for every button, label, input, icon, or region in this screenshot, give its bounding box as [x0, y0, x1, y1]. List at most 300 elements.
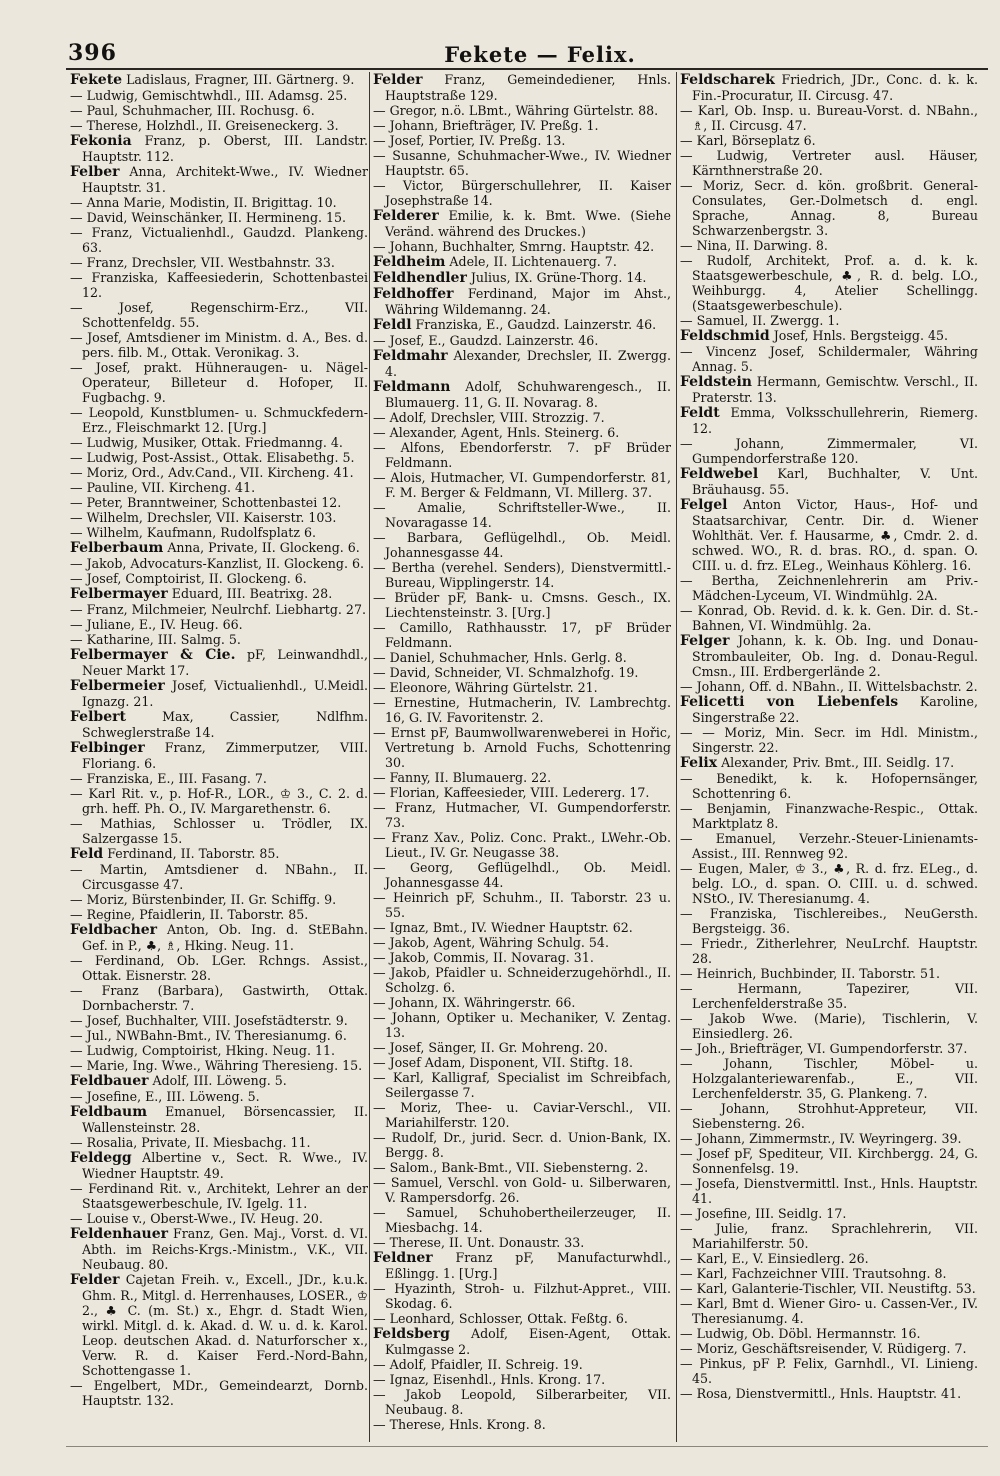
entry-text: — Rudolf, Dr., jurid. Secr. d. Union-Bank, IX. Bergg. 8.: [373, 1130, 671, 1160]
entry-text: Albertine v., Sect. R. Wwe., IV. Wiedner Hauptstr. 49.: [82, 1150, 368, 1181]
directory-entry: [680, 906, 978, 936]
directory-entry: [680, 1146, 978, 1176]
directory-entry: [373, 1387, 671, 1417]
entry-text: — Barbara, Geflügelhdl., Ob. Meidl. Johannesgasse 44.: [373, 530, 671, 560]
entry-text: — Karl, Börseplatz 6.: [680, 133, 816, 148]
entry-text: — Anna Marie, Modistin, II. Brigittag. 10.: [70, 195, 337, 210]
directory-entry: [373, 333, 671, 348]
entry-surname: Feldstein: [680, 374, 752, 390]
directory-entry: [680, 1251, 978, 1266]
entry-surname: Felgel: [680, 497, 728, 513]
entry-text: — Emanuel, Verzehr.-Steuer-Linienamts-Assist., III. Rennweg 92.: [680, 831, 978, 861]
entry-text: — Bertha (verehel. Senders), Dienstvermittl.-Bureau, Wipplingerstr. 14.: [373, 560, 671, 590]
directory-entry: [373, 410, 671, 425]
directory-entry: [70, 405, 368, 435]
entry-text: — Moriz, Secr. d. kön. großbrit. General-Consulates, Ger.-Dolmetsch d. engl. Sprache, Annag. 8, Bureau Schwarzenbergstr. 3.: [680, 178, 978, 238]
entry-text: — Regine, Pfaidlerin, II. Taborstr. 85.: [70, 907, 309, 922]
column-middle: [373, 72, 671, 1442]
directory-entry: [70, 72, 368, 88]
entry-surname: Feldt: [680, 405, 720, 421]
directory-entry: [373, 725, 671, 770]
directory-entry: [373, 1130, 671, 1160]
entry-text: Anna, Private, II. Glockeng. 6.: [163, 540, 360, 555]
entry-text: Emanuel, Börsencassier, II. Wallensteinstr. 28.: [82, 1104, 368, 1135]
entry-text: Friedrich, JDr., Conc. d. k. k. Fin.-Procuratur, II. Circusg. 47.: [692, 72, 978, 103]
entry-text: Franz, Gen. Maj., Vorst. d. VI. Abth. im Reichs-Krgs.-Ministm., V.K., VII. Neubaug. 80.: [82, 1226, 368, 1272]
directory-entry: [70, 164, 368, 195]
directory-entry: [680, 679, 978, 694]
entry-surname: Felbermeier: [70, 678, 165, 694]
entry-text: — Ludwig, Post-Assist., Ottak. Elisabethg. 5.: [70, 450, 355, 465]
entry-text: — Camillo, Rathhausstr. 17, pF Brüder Feldmann.: [373, 620, 671, 650]
directory-entry: [70, 1226, 368, 1272]
directory-entry: [373, 470, 671, 500]
entry-text: — Leonhard, Schlosser, Ottak. Feßtg. 6.: [373, 1311, 628, 1326]
directory-entry: [373, 1326, 671, 1357]
entry-surname: Feldmann: [373, 379, 451, 395]
directory-entry: [680, 497, 978, 573]
entry-text: — Mathias, Schlosser u. Trödler, IX. Salzergasse 15.: [70, 816, 368, 846]
directory-entry: [70, 647, 368, 678]
entry-text: — Franziska, Kaffeesiederin, Schottenbastei 12.: [70, 270, 368, 300]
directory-entry: [70, 225, 368, 255]
entry-surname: Feldheim: [373, 254, 446, 270]
entry-text: Franz, Zimmerputzer, VIII. Floriang. 6.: [82, 740, 368, 771]
entry-surname: Felberbaum: [70, 540, 164, 556]
entry-text: — Julie, franz. Sprachlehrerin, VII. Mariahilferstr. 50.: [680, 1221, 978, 1251]
directory-entry: [373, 348, 671, 379]
entry-text: — Samuel, II. Zwergg. 1.: [680, 313, 840, 328]
entry-text: — Salom., Bank-Bmt., VII. Siebensterng. 2.: [373, 1160, 649, 1175]
entry-surname: Felderer: [373, 208, 439, 224]
entry-text: Alexander, Priv. Bmt., III. Seidlg. 17.: [717, 755, 955, 770]
directory-entry: [373, 103, 671, 118]
entry-text: — Paul, Schuhmacher, III. Rochusg. 6.: [70, 103, 315, 118]
directory-entry: [373, 425, 671, 440]
directory-entry: [70, 586, 368, 602]
entry-surname: Feldbaum: [70, 1104, 148, 1120]
directory-entry: [70, 1272, 368, 1378]
directory-entry: [70, 816, 368, 846]
entry-surname: Feldschmid: [680, 328, 770, 344]
directory-entry: [373, 695, 671, 725]
entry-text: Franziska, E., Gaudzd. Lainzerstr. 46.: [411, 317, 657, 332]
directory-entry: [70, 1013, 368, 1028]
entry-surname: Felicetti von Liebenfels: [680, 694, 899, 710]
directory-entry: [373, 1160, 671, 1175]
directory-entry: [70, 510, 368, 525]
directory-entry: [70, 465, 368, 480]
entry-text: — Alfons, Ebendorferstr. 7. pF Brüder Feldmann.: [373, 440, 671, 470]
directory-entry: [373, 1070, 671, 1100]
directory-entry: [70, 435, 368, 450]
entry-text: — Josefine, III. Seidlg. 17.: [680, 1206, 847, 1221]
entry-surname: Felix: [680, 755, 718, 771]
entry-text: — Jakob, Commis, II. Novarag. 31.: [373, 950, 594, 965]
directory-entry: [70, 1089, 368, 1104]
directory-entry: [680, 344, 978, 374]
directory-entry: [373, 860, 671, 890]
directory-entry: [680, 1206, 978, 1221]
entry-text: — Johann, Zimmermaler, VI. Gumpendorferstraße 120.: [680, 436, 978, 466]
entry-surname: Feldscharek: [680, 72, 775, 88]
entry-text: — Josef, Amtsdiener im Ministm. d. A., Bes. d. pers. filb. M., Ottak. Veronikag. 3.: [70, 330, 368, 360]
entry-surname: Feldenhauer: [70, 1226, 168, 1242]
directory-entry: [373, 590, 671, 620]
entry-text: — Jakob Wwe. (Marie), Tischlerin, V. Einsiedlerg. 26.: [680, 1011, 978, 1041]
entry-text: — Ernestine, Hutmacherin, IV. Lambrechtg. 16, G. IV. Favoritenstr. 2.: [373, 695, 671, 725]
directory-entry: [680, 374, 978, 405]
column-divider: [369, 72, 370, 1442]
entry-text: Ferdinand, Major im Ahst., Währing Wildemanng. 24.: [385, 286, 671, 317]
entry-text: — Josef, Comptoirist, II. Glockeng. 6.: [70, 571, 307, 586]
directory-entry: [680, 936, 978, 966]
entry-surname: Felder: [373, 72, 423, 88]
directory-entry: [373, 770, 671, 785]
directory-entry: [70, 210, 368, 225]
directory-entry: [70, 771, 368, 786]
directory-entry: [70, 862, 368, 892]
entry-text: Adolf, Eisen-Agent, Ottak. Kulmgasse 2.: [385, 1326, 671, 1357]
entry-text: — Engelbert, MDr., Gemeindearzt, Dornb. Hauptstr. 132.: [70, 1378, 368, 1408]
entry-text: — Johann, Briefträger, IV. Preßg. 1.: [373, 118, 599, 133]
entry-surname: Felber: [70, 164, 120, 180]
directory-entry: [680, 1356, 978, 1386]
entry-text: Cajetan Freih. v., Excell., JDr., k.u.k. Ghm. R., Mitgl. d. Herrenhauses, LOSER., ♔ 2., ♣ C. (m. St.) x., Ehgr. d. Stadt Wien, wirkl. Mitgl. d. k. Akad. d. W. u. d. k. Karol. Leop. deutschen Akad. d. Naturforscher x., Verw. R. d. Kaiser Ferd.-Nord-Bahn, Schottengasse 1.: [82, 1272, 368, 1378]
directory-entry: [373, 1100, 671, 1130]
entry-text: — Therese, Holzhdl., II. Greiseneckerg. 3.: [70, 118, 339, 133]
entry-text: — Josef, Buchhalter, VIII. Josefstädterstr. 9.: [70, 1013, 348, 1028]
entry-text: Emilie, k. k. Bmt. Wwe. (Siehe Veränd. während des Druckes.): [385, 208, 671, 239]
directory-entry: [373, 440, 671, 470]
entry-text: — Karl, E., V. Einsiedlerg. 26.: [680, 1251, 869, 1266]
entry-text: — Pinkus, pF P. Felix, Garnhdl., VI. Linieng. 45.: [680, 1356, 978, 1386]
entry-text: — David, Schneider, VI. Schmalzhofg. 19.: [373, 665, 639, 680]
directory-entry: [373, 1010, 671, 1040]
directory-entry: [680, 573, 978, 603]
entry-text: — Brüder pF, Bank- u. Cmsns. Gesch., IX. Liechtensteinstr. 3. [Urg.]: [373, 590, 671, 620]
directory-entry: [373, 178, 671, 208]
directory-entry: [373, 1055, 671, 1070]
entry-text: — Karl, Kalligraf, Specialist im Schreibfach, Seilergasse 7.: [373, 1070, 671, 1100]
page-number: 396: [68, 40, 117, 66]
entry-text: — Ferdinand Rit. v., Architekt, Lehrer an der Staatsgewerbeschule, IV. Igelg. 11.: [70, 1181, 368, 1211]
directory-entry: [70, 118, 368, 133]
directory-entry: [70, 1043, 368, 1058]
entry-surname: Fekete: [70, 72, 123, 88]
entry-text: Anna, Architekt-Wwe., IV. Wiedner Hauptstr. 31.: [82, 164, 368, 195]
entry-text: — Victor, Bürgerschullehrer, II. Kaiser Josephstraße 14.: [373, 178, 671, 208]
directory-entry: [680, 1056, 978, 1101]
directory-entry: [680, 103, 978, 133]
entry-surname: Felbert: [70, 709, 126, 725]
directory-entry: [70, 892, 368, 907]
directory-entry: [373, 1175, 671, 1205]
directory-entry: [680, 1041, 978, 1056]
directory-entry: [680, 981, 978, 1011]
entry-text: Hermann, Gemischtw. Verschl., II. Praterstr. 13.: [692, 374, 978, 405]
entry-surname: Fekonia: [70, 133, 132, 149]
entry-text: — Moriz, Thee- u. Caviar-Verschl., VII. Mariahilferstr. 120.: [373, 1100, 671, 1130]
entry-text: — Ignaz, Bmt., IV. Wiedner Hauptstr. 62.: [373, 920, 633, 935]
entry-text: — Karl, Fachzeichner VIII. Trautsohng. 8.: [680, 1266, 947, 1281]
entry-surname: Felger: [680, 633, 730, 649]
entry-text: — Josef pF, Spediteur, VII. Kirchbergg. 24, G. Sonnenfelsg. 19.: [680, 1146, 978, 1176]
directory-entry: [70, 1104, 368, 1135]
directory-entry: [373, 1417, 671, 1432]
directory-entry: [373, 133, 671, 148]
directory-entry: [70, 103, 368, 118]
entry-text: — Konrad, Ob. Revid. d. k. k. Gen. Dir. d. St.-Bahnen, VI. Windmühlg. 2a.: [680, 603, 978, 633]
directory-entry: [680, 238, 978, 253]
entry-text: — Josef Adam, Disponent, VII. Stiftg. 18.: [373, 1055, 633, 1070]
directory-entry: [70, 88, 368, 103]
directory-entry: [70, 195, 368, 210]
entry-surname: Feldhendler: [373, 270, 467, 286]
directory-entry: [70, 571, 368, 586]
entry-text: — Vincenz Josef, Schildermaler, Währing Annag. 5.: [680, 344, 978, 374]
directory-entry: [373, 950, 671, 965]
entry-text: — Marie, Ing. Wwe., Währing Theresieng. 15.: [70, 1058, 363, 1073]
directory-entry: [70, 450, 368, 465]
entry-surname: Feldbauer: [70, 1073, 149, 1089]
entry-text: — Louise v., Oberst-Wwe., IV. Heug. 20.: [70, 1211, 323, 1226]
directory-entry: [373, 1235, 671, 1250]
column-right: [680, 72, 978, 1442]
entry-surname: Feldmahr: [373, 348, 448, 364]
directory-entry: [680, 603, 978, 633]
directory-entry: [70, 922, 368, 953]
directory-entry: [70, 709, 368, 740]
entry-text: Julius, IX. Grüne-Thorg. 14.: [466, 270, 647, 285]
directory-entry: [70, 330, 368, 360]
entry-surname: Feldwebel: [680, 466, 759, 482]
entry-text: — Gregor, n.ö. LBmt., Währing Gürtelstr. 88.: [373, 103, 659, 118]
directory-entry: [680, 1131, 978, 1146]
directory-entry: [680, 755, 978, 771]
entry-text: Johann, k. k. Ob. Ing. und Donau-Strombauleiter, Ob. Ing. d. Donau-Regul. Cmsn., III. Erdbergerlände 2.: [692, 633, 978, 679]
entry-text: Anton Victor, Haus-, Hof- und Staatsarchivar, Centr. Dir. d. Wiener Wohlthät. Ver. f. Hausarme, ♣, Cmdr. 2. d. schwed. WO., R. d. bras. RO., d. span. O. CIII. u. d. frz. ELeg., Weinhaus Köhlerg. 16.: [692, 497, 978, 573]
entry-text: — Franz, Victualienhdl., Gaudzd. Plankeng. 63.: [70, 225, 368, 255]
entry-text: — Heinrich, Buchbinder, II. Taborstr. 51.: [680, 966, 941, 981]
running-title: Fekete — Felix.: [444, 42, 636, 67]
directory-entry: [680, 72, 978, 103]
entry-text: — Johann, IX. Währingerstr. 66.: [373, 995, 576, 1010]
directory-entry: [680, 771, 978, 801]
entry-text: — Joh., Briefträger, VI. Gumpendorferstr. 37.: [680, 1041, 968, 1056]
entry-surname: Feldhoffer: [373, 286, 454, 302]
directory-entry: [373, 118, 671, 133]
entry-text: — Johann, Optiker u. Mechaniker, V. Zentag. 13.: [373, 1010, 671, 1040]
entry-text: — Ludwig, Ob. Döbl. Hermannstr. 16.: [680, 1326, 921, 1341]
directory-entry: [70, 907, 368, 922]
directory-entry: [70, 846, 368, 862]
directory-entry: [70, 1058, 368, 1073]
directory-entry: [70, 632, 368, 647]
directory-entry: [373, 995, 671, 1010]
entry-text: — Alois, Hutmacher, VI. Gumpendorferstr. 81, F. M. Berger & Feldmann, VI. Millerg. 37.: [373, 470, 671, 500]
directory-entry: [70, 255, 368, 270]
entry-text: — Josef, E., Gaudzd. Lainzerstr. 46.: [373, 333, 599, 348]
entry-text: — Jakob, Agent, Währing Schulg. 54.: [373, 935, 609, 950]
entry-text: Franz, p. Oberst, III. Landstr. Hauptstr. 112.: [82, 133, 368, 164]
entry-text: Anton, Ob. Ing. d. StEBahn. Gef. in P., ♣, ♗, Hking. Neug. 11.: [82, 922, 368, 953]
directory-entry: [373, 1205, 671, 1235]
entry-text: — Nina, II. Darwing. 8.: [680, 238, 828, 253]
directory-entry: [680, 861, 978, 906]
directory-entry: [373, 830, 671, 860]
entry-text: — David, Weinschänker, II. Hermineng. 15.: [70, 210, 347, 225]
entry-text: — Jakob, Pfaidler u. Schneiderzugehörhdl., II. Scholzg. 6.: [373, 965, 671, 995]
directory-entry: [373, 317, 671, 333]
directory-entry: [680, 633, 978, 679]
directory-entry: [70, 953, 368, 983]
entry-text: — Johann, Off. d. NBahn., II. Wittelsbachstr. 2.: [680, 679, 978, 694]
directory-entry: [70, 1181, 368, 1211]
entry-text: Adele, II. Lichtenauerg. 7.: [445, 254, 617, 269]
directory-entry: [680, 253, 978, 313]
directory-entry: [680, 966, 978, 981]
entry-text: Emma, Volksschullehrerin, Riemerg. 12.: [692, 405, 978, 436]
directory-entry: [680, 725, 978, 755]
entry-text: — Martin, Amtsdiener d. NBahn., II. Circusgasse 47.: [70, 862, 368, 892]
directory-entry: [373, 1040, 671, 1055]
entry-text: — Samuel, Schuhobertheilerzeuger, II. Miesbachg. 14.: [373, 1205, 671, 1235]
entry-text: Karl, Buchhalter, V. Unt. Bräuhausg. 55.: [692, 466, 978, 497]
entry-text: — Rudolf, Architekt, Prof. a. d. k. k. Staatsgewerbeschule, ♣, R. d. belg. LO., Weihburgg. 4, Atelier Schellingg. (Staatsgewerbeschule).: [680, 253, 978, 313]
entry-text: — Karl, Galanterie-Tischler, VII. Neustiftg. 53.: [680, 1281, 976, 1296]
page-bottom-edge: [66, 1446, 988, 1447]
directory-entry: [680, 1296, 978, 1326]
directory-entry: [680, 466, 978, 497]
entry-text: Karoline, Singerstraße 22.: [692, 694, 978, 725]
entry-text: — Johann, Tischler, Möbel- u. Holzgalanteriewarenfab., E., VII. Lerchenfelderstr. 35, G. Plankeng. 7.: [680, 1056, 978, 1101]
directory-entry: [70, 480, 368, 495]
entry-text: — Ludwig, Gemischtwhdl., III. Adamsg. 25.: [70, 88, 348, 103]
entry-text: — Josef, Portier, IV. Preßg. 13.: [373, 133, 566, 148]
entry-text: — Daniel, Schuhmacher, Hnls. Gerlg. 8.: [373, 650, 627, 665]
directory-entry: [373, 560, 671, 590]
directory-entry: [373, 665, 671, 680]
directory-entry: [70, 1135, 368, 1150]
entry-text: — Karl, Bmt d. Wiener Giro- u. Cassen-Ver., IV. Theresianumg. 4.: [680, 1296, 978, 1326]
directory-entry: [70, 495, 368, 510]
entry-text: — Samuel, Verschl. von Gold- u. Silberwaren, V. Rampersdorfg. 26.: [373, 1175, 671, 1205]
entry-surname: Feld: [70, 846, 104, 862]
entry-text: — Rosalia, Private, II. Miesbachg. 11.: [70, 1135, 311, 1150]
entry-text: — Ernst pF, Baumwollwarenweberei in Hořic, Vertretung b. Arnold Fuchs, Schottenring 30.: [373, 725, 671, 770]
directory-entry: [373, 1357, 671, 1372]
entry-surname: Felbermayer: [70, 586, 168, 602]
directory-entry: [70, 786, 368, 816]
entry-text: — Benjamin, Finanzwache-Respic., Ottak. Marktplatz 8.: [680, 801, 978, 831]
directory-entry: [373, 650, 671, 665]
entry-text: — Josef, Regenschirm-Erz., VII. Schottenfeldg. 55.: [70, 300, 368, 330]
entry-text: — Franziska, Tischlereibes., NeuGersth. Bergsteigg. 36.: [680, 906, 978, 936]
entry-text: Adolf, Schuhwarengesch., II. Blumauerg. 11, G. II. Novarag. 8.: [385, 379, 671, 410]
entry-text: — Pauline, VII. Kircheng. 41.: [70, 480, 256, 495]
entry-text: — Franz, Drechsler, VII. Westbahnstr. 33.: [70, 255, 335, 270]
entry-text: Josef, Hnls. Bergsteigg. 45.: [769, 328, 949, 343]
entry-text: — Ludwig, Comptoirist, Hking. Neug. 11.: [70, 1043, 335, 1058]
entry-text: — Bertha, Zeichnenlehrerin am Priv.-Mädchen-Lyceum, VI. Windmühlg. 2A.: [680, 573, 978, 603]
entry-surname: Feldner: [373, 1250, 433, 1266]
directory-entry: [70, 300, 368, 330]
entry-surname: Felbinger: [70, 740, 145, 756]
directory-entry: [70, 360, 368, 405]
entry-text: — Jul., NWBahn-Bmt., IV. Theresianumg. 6.: [70, 1028, 347, 1043]
entry-text: Franz, Gemeindediener, Hnls. Hauptstraße 129.: [385, 72, 671, 103]
directory-entry: [680, 831, 978, 861]
entry-text: — Alexander, Agent, Hnls. Steinerg. 6.: [373, 425, 620, 440]
entry-text: Ferdinand, II. Taborstr. 85.: [103, 846, 280, 861]
entry-surname: Felder: [70, 1272, 120, 1288]
entry-text: — Florian, Kaffeesieder, VIII. Ledererg. 17.: [373, 785, 650, 800]
entry-text: — Wilhelm, Drechsler, VII. Kaiserstr. 103.: [70, 510, 337, 525]
directory-entry: [373, 500, 671, 530]
directory-entry: [680, 436, 978, 466]
directory-entry: [70, 540, 368, 556]
directory-entry: [680, 313, 978, 328]
directory-entry: [373, 890, 671, 920]
directory-entry: [680, 405, 978, 436]
entry-text: — Franz (Barbara), Gastwirth, Ottak. Dornbacherstr. 7.: [70, 983, 368, 1013]
entry-text: — Ludwig, Musiker, Ottak. Friedmanng. 4.: [70, 435, 343, 450]
entry-surname: Felbermayer & Cie.: [70, 647, 236, 663]
directory-entry: [680, 133, 978, 148]
directory-entry: [680, 148, 978, 178]
entry-text: — Therese, II. Unt. Donaustr. 33.: [373, 1235, 585, 1250]
directory-entry: [680, 1341, 978, 1356]
directory-entry: [70, 525, 368, 540]
entry-text: Franz pF, Manufacturwhdl., Eßlingg. 1. [Urg.]: [385, 1250, 671, 1281]
entry-text: — Ignaz, Eisenhdl., Hnls. Krong. 17.: [373, 1372, 606, 1387]
entry-text: pF, Leinwandhdl., Neuer Markt 17.: [82, 647, 368, 678]
entry-text: — Therese, Hnls. Krong. 8.: [373, 1417, 546, 1432]
entry-text: Adolf, III. Löweng. 5.: [148, 1073, 287, 1088]
entry-text: — Johann, Zimmermstr., IV. Weyringerg. 39.: [680, 1131, 962, 1146]
directory-entry: [680, 801, 978, 831]
column-left: [70, 72, 368, 1442]
directory-entry: [680, 1326, 978, 1341]
directory-entry: [373, 239, 671, 254]
directory-entry: [680, 1101, 978, 1131]
entry-text: — Amalie, Schriftsteller-Wwe., II. Novaragasse 14.: [373, 500, 671, 530]
entry-surname: Feldl: [373, 317, 412, 333]
directory-entry: [680, 1011, 978, 1041]
directory-entry: [70, 1211, 368, 1226]
directory-entry: [373, 254, 671, 270]
entry-text: Ladislaus, Fragner, III. Gärtnerg. 9.: [122, 72, 355, 87]
directory-entry: [70, 270, 368, 300]
entry-text: — Leopold, Kunstblumen- u. Schmuckfedern-Erz., Fleischmarkt 12. [Urg.]: [70, 405, 368, 435]
directory-entry: [373, 72, 671, 103]
directory-entry: [373, 1281, 671, 1311]
entry-text: — Ferdinand, Ob. LGer. Rchngs. Assist., Ottak. Eisnerstr. 28.: [70, 953, 368, 983]
entry-text: — Rosa, Dienstvermittl., Hnls. Hauptstr. 41.: [680, 1386, 962, 1401]
entry-text: — Jakob, Advocaturs-Kanzlist, II. Glockeng. 6.: [70, 556, 364, 571]
directory-entry: [680, 1176, 978, 1206]
entry-surname: Feldsberg: [373, 1326, 450, 1342]
directory-entry: [70, 1150, 368, 1181]
entry-text: Alexander, Drechsler, II. Zwergg. 4.: [385, 348, 671, 379]
directory-entry: [373, 208, 671, 239]
directory-entry: [373, 270, 671, 286]
entry-surname: Feldegg: [70, 1150, 132, 1166]
entry-text: — Franz Xav., Poliz. Conc. Prakt., LWehr.-Ob. Lieut., IV. Gr. Neugasse 38.: [373, 830, 671, 860]
directory-entry: [680, 1221, 978, 1251]
entry-text: — Jakob Leopold, Silberarbeiter, VII. Neubaug. 8.: [373, 1387, 671, 1417]
